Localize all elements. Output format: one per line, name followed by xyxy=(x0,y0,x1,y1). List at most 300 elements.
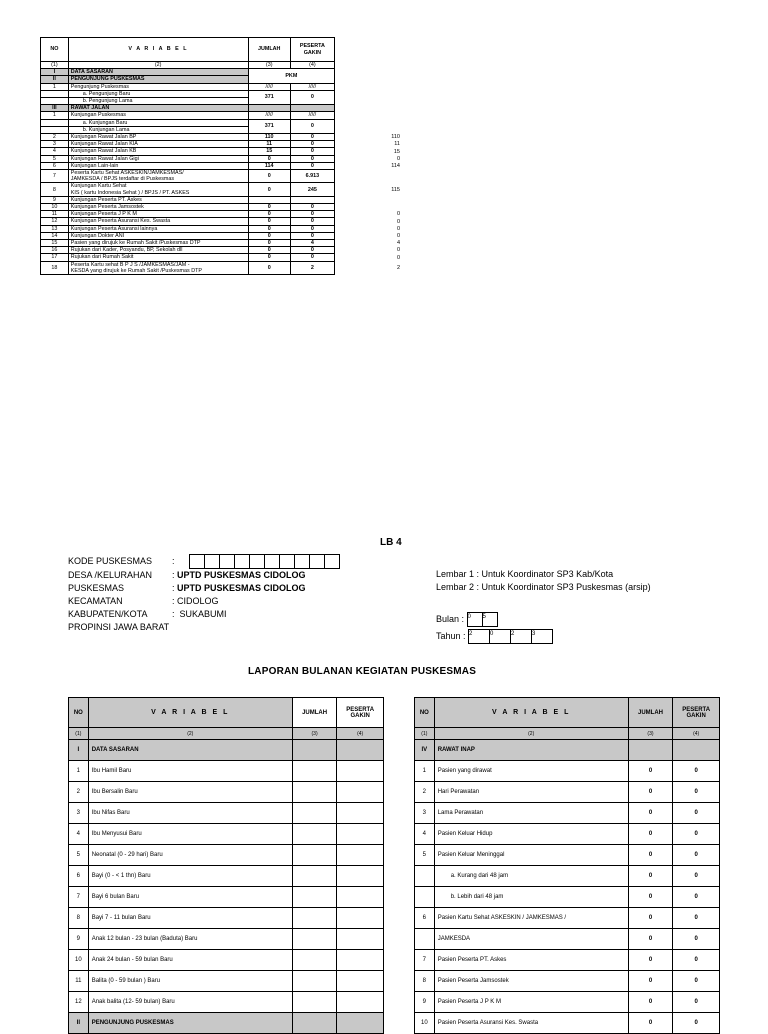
cell-peserta: 0 xyxy=(673,1013,720,1034)
table-row xyxy=(41,183,335,196)
table-row xyxy=(41,119,335,126)
table-row xyxy=(69,992,384,1013)
cell-jumlah: 0 xyxy=(248,155,290,162)
row-label: Anak 24 bulan - 59 bulan Baru xyxy=(88,950,292,971)
side-value: 0 xyxy=(396,211,400,218)
cell-peserta xyxy=(337,992,384,1013)
lembar-block xyxy=(436,568,651,594)
row-label xyxy=(68,218,248,225)
propinsi-row: PROPINSI JAWA BARAT xyxy=(68,622,170,632)
row-label xyxy=(68,98,248,105)
row-label xyxy=(68,126,248,133)
row-label: Ibu Nifas Baru xyxy=(88,803,292,824)
row-label: Bayi (0 - < 1 thn) Baru xyxy=(88,866,292,887)
cell-jumlah: 15 xyxy=(248,148,290,155)
row-no: 7 xyxy=(41,170,69,183)
cell-peserta: 6.913 xyxy=(290,170,334,183)
table-row xyxy=(415,803,720,824)
row-no: 2 xyxy=(415,782,435,803)
row-label: Anak 12 bulan - 23 bulan (Baduta) Baru xyxy=(88,929,292,950)
cell-peserta: 0 xyxy=(290,90,334,104)
table-row xyxy=(69,950,384,971)
row-no: 5 xyxy=(41,155,69,162)
cell-peserta: 0 xyxy=(290,141,334,148)
cell-jumlah: 114 xyxy=(248,162,290,169)
cell-peserta xyxy=(337,950,384,971)
cell-jumlah xyxy=(628,740,673,761)
row-label xyxy=(68,105,248,112)
cell-peserta: 0 xyxy=(673,782,720,803)
row-label-text-2: JAMKESDA / BPJS terdaftar di Puskesmas xyxy=(70,176,175,183)
side-value: 0 xyxy=(396,232,400,239)
table-row xyxy=(69,1013,384,1034)
row-label: Pasien Keluar Meninggal xyxy=(434,845,628,866)
row-no xyxy=(415,866,435,887)
row-label: Lama Perawatan xyxy=(434,803,628,824)
cell-peserta xyxy=(337,845,384,866)
row-label: JAMKESDA xyxy=(434,929,628,950)
table-row xyxy=(41,105,335,112)
left-report-table xyxy=(68,697,384,1034)
table-row xyxy=(415,992,720,1013)
row-no: 4 xyxy=(41,148,69,155)
side-value: 0 xyxy=(396,155,400,162)
colnum: (2) xyxy=(88,728,292,740)
row-label-text: Kunjungan Peserta Asuransi lainnya xyxy=(70,225,158,232)
colnum: (3) xyxy=(628,728,673,740)
row-label xyxy=(68,196,248,203)
side-value: 11 xyxy=(394,141,400,148)
cell-peserta xyxy=(290,105,334,112)
table-row xyxy=(415,1013,720,1034)
row-no: 10 xyxy=(415,1013,435,1034)
row-no: 2 xyxy=(69,782,89,803)
table-row xyxy=(69,845,384,866)
row-label xyxy=(68,90,248,97)
table-row xyxy=(41,247,335,254)
row-label-text: Kunjungan Kartu Sehat xyxy=(70,183,127,190)
cell-jumlah: 0 xyxy=(248,218,290,225)
right-report-table xyxy=(414,697,720,1034)
side-value: 0 xyxy=(396,254,400,261)
row-no xyxy=(41,126,69,133)
cell-peserta: 0 xyxy=(290,204,334,211)
cell-jumlah xyxy=(292,908,337,929)
table-row xyxy=(415,761,720,782)
cell-jumlah: 0 xyxy=(628,929,673,950)
cell-jumlah: 0 xyxy=(628,761,673,782)
row-label xyxy=(68,134,248,141)
table-row xyxy=(41,225,335,232)
col-no: NO xyxy=(41,38,69,62)
row-no xyxy=(41,119,69,126)
cell-jumlah: 0 xyxy=(628,950,673,971)
bulan-row: Bulan : 0 5 xyxy=(436,612,552,627)
side-value: 110 xyxy=(391,134,400,141)
cell-peserta: 0 xyxy=(673,950,720,971)
row-no: II xyxy=(41,76,69,83)
row-label: DATA SASARAN xyxy=(88,740,292,761)
row-label-text-2: KESDA yang dirujuk ke Rumah Sakit /Puskesmas DTP xyxy=(70,267,202,274)
cell-jumlah: 0 xyxy=(628,845,673,866)
cell-peserta xyxy=(337,908,384,929)
row-label-text: Kunjungan Rawat Jalan KIA xyxy=(70,141,138,148)
cell-jumlah xyxy=(292,845,337,866)
cell-jumlah xyxy=(248,105,290,112)
cell-peserta xyxy=(337,803,384,824)
cell-peserta: 0 xyxy=(290,162,334,169)
cell-peserta xyxy=(337,761,384,782)
row-no: 16 xyxy=(41,247,69,254)
row-label-text: Kunjungan Peserta PT. Askes xyxy=(70,196,142,203)
side-value: 4 xyxy=(396,240,400,247)
table-row xyxy=(69,803,384,824)
row-no: 8 xyxy=(415,971,435,992)
table-row xyxy=(69,782,384,803)
cell-jumlah: 371 xyxy=(248,119,290,133)
table-row xyxy=(415,929,720,950)
row-label xyxy=(68,240,248,247)
cell-peserta: 0 xyxy=(290,148,334,155)
top-report-table xyxy=(40,37,335,275)
row-no: 5 xyxy=(69,845,89,866)
row-label xyxy=(68,254,248,261)
row-label-text: Rujukan dari Rumah Sakit xyxy=(70,254,134,261)
row-label xyxy=(68,69,248,76)
cell-jumlah: 0 xyxy=(248,183,290,196)
row-label-text: PENGUNJUNG PUSKESMAS xyxy=(70,76,145,83)
cell-peserta: 0 xyxy=(290,119,334,133)
side-value: 15 xyxy=(393,148,400,155)
cell-jumlah: 371 xyxy=(248,90,290,104)
cell-peserta: 0 xyxy=(290,218,334,225)
cell-peserta: 4 xyxy=(290,240,334,247)
colnum: (4) xyxy=(290,62,334,69)
side-value: 0 xyxy=(396,218,400,225)
cell-peserta: 0 xyxy=(290,134,334,141)
col-jumlah: JUMLAH xyxy=(248,38,290,62)
table-row xyxy=(415,866,720,887)
tahun-row: Tahun : 2 0 2 3 xyxy=(436,629,552,644)
lembar-1: Lembar 1 : Untuk Koordinator SP3 Kab/Kota xyxy=(436,569,614,579)
row-label xyxy=(68,162,248,169)
row-label: Ibu Hamil Baru xyxy=(88,761,292,782)
row-label xyxy=(68,247,248,254)
row-no: 15 xyxy=(41,240,69,247)
row-label-text: Pasien yang dirujuk ke Rumah Sakit /Puskesmas DTP xyxy=(70,240,201,247)
row-label-text: Kunjungan Dokter ANI xyxy=(70,232,125,239)
cell-jumlah: 0 xyxy=(248,225,290,232)
row-label-text: b. Kunjungan Lama xyxy=(82,126,130,133)
row-label-text: a. Kunjungan Baru xyxy=(82,119,128,126)
side-value: 0 xyxy=(396,247,400,254)
row-no: 2 xyxy=(41,134,69,141)
table-row xyxy=(415,740,720,761)
row-label-text: DATA SASARAN xyxy=(70,69,113,76)
row-no: 1 xyxy=(41,112,69,119)
table-row xyxy=(415,782,720,803)
cell-peserta: 0 xyxy=(290,254,334,261)
table-row xyxy=(41,232,335,239)
row-no: 5 xyxy=(415,845,435,866)
row-label: RAWAT INAP xyxy=(434,740,628,761)
row-label xyxy=(68,170,248,183)
row-no: 7 xyxy=(415,950,435,971)
cell-peserta xyxy=(337,887,384,908)
cell-peserta: 0 xyxy=(673,803,720,824)
col-peserta: PESERTA GAKIN xyxy=(673,698,720,728)
row-label xyxy=(68,204,248,211)
row-no: 14 xyxy=(41,232,69,239)
col-jumlah: JUMLAH xyxy=(292,698,337,728)
cell-jumlah xyxy=(292,1013,337,1034)
table-row xyxy=(41,112,335,119)
table-row xyxy=(41,204,335,211)
table-row xyxy=(415,824,720,845)
cell-jumlah xyxy=(292,950,337,971)
row-no: 10 xyxy=(41,204,69,211)
row-no: 6 xyxy=(415,908,435,929)
row-no: 12 xyxy=(41,218,69,225)
row-label xyxy=(68,76,248,83)
row-no: 6 xyxy=(41,162,69,169)
row-label-text: Kunjungan Puskesmas xyxy=(70,112,126,119)
row-no: 13 xyxy=(41,225,69,232)
row-no: 6 xyxy=(69,866,89,887)
row-label-text: Kunjungan Rawat Jalan Gigi xyxy=(70,155,139,162)
cell-peserta: 0 xyxy=(290,211,334,218)
row-label xyxy=(68,183,248,196)
row-label-text: Peserta Kartu Sehat ASKESKIN/JAMKESMAS/ xyxy=(70,170,184,177)
form-code: LB 4 xyxy=(380,537,402,548)
row-no: 4 xyxy=(69,824,89,845)
row-label xyxy=(68,225,248,232)
col-no: NO xyxy=(415,698,435,728)
cell-jumlah xyxy=(248,196,290,203)
row-label: Pasien Keluar Hidup xyxy=(434,824,628,845)
row-label-text: RAWAT JALAN xyxy=(70,105,110,112)
cell-jumlah: 11 xyxy=(248,141,290,148)
table-row xyxy=(69,929,384,950)
cell-peserta: 0 xyxy=(673,992,720,1013)
cell-jumlah: 0 xyxy=(628,782,673,803)
cell-jumlah: 0 xyxy=(628,887,673,908)
col-peserta: PESERTA GAKIN xyxy=(290,38,334,62)
colnum: (3) xyxy=(248,62,290,69)
table-row xyxy=(41,155,335,162)
side-value: 0 xyxy=(396,225,400,232)
cell-jumlah: 0 xyxy=(628,992,673,1013)
row-label-text: Kunjungan Peserta Jamsostek xyxy=(70,204,144,211)
table-row xyxy=(41,134,335,141)
cell-peserta: ///// xyxy=(290,83,334,90)
table-row xyxy=(41,240,335,247)
pkm-label: PKM xyxy=(248,69,334,83)
row-label: Pasien Kartu Sehat ASKESKIN / JAMKESMAS / xyxy=(434,908,628,929)
row-no: 3 xyxy=(415,803,435,824)
cell-jumlah: ///// xyxy=(248,83,290,90)
row-label: Hari Perawatan xyxy=(434,782,628,803)
table-row xyxy=(41,196,335,203)
cell-peserta: 0 xyxy=(673,929,720,950)
row-label xyxy=(68,112,248,119)
kecamatan-row: KECAMATAN : CIDOLOG xyxy=(68,596,219,606)
row-label: Pasien Peserta J P K M xyxy=(434,992,628,1013)
row-no xyxy=(415,929,435,950)
row-no: 9 xyxy=(415,992,435,1013)
table-row xyxy=(415,971,720,992)
cell-jumlah xyxy=(292,929,337,950)
row-no xyxy=(415,887,435,908)
row-label: a. Kurang dari 48 jam xyxy=(434,866,628,887)
cell-jumlah: 0 xyxy=(248,170,290,183)
cell-jumlah: 0 xyxy=(248,254,290,261)
cell-peserta: ///// xyxy=(290,112,334,119)
table-row xyxy=(41,218,335,225)
kode-row: KODE PUSKESMAS : xyxy=(68,554,339,569)
table-row xyxy=(41,69,335,76)
cell-jumlah xyxy=(292,824,337,845)
table-row xyxy=(415,887,720,908)
cell-peserta xyxy=(337,740,384,761)
cell-jumlah xyxy=(292,992,337,1013)
cell-peserta xyxy=(673,740,720,761)
row-no: 18 xyxy=(41,261,69,274)
desa-row: DESA /KELURAHAN : UPTD PUSKESMAS CIDOLOG xyxy=(68,570,306,580)
row-label-text: a. Pengunjung Baru xyxy=(82,90,131,97)
cell-jumlah: 0 xyxy=(628,908,673,929)
row-no: 7 xyxy=(69,887,89,908)
cell-jumlah xyxy=(292,740,337,761)
row-label: Bayi 7 - 11 bulan Baru xyxy=(88,908,292,929)
table-row xyxy=(415,950,720,971)
row-no: 11 xyxy=(41,211,69,218)
row-label: Pasien Peserta Asuransi Kes. Swasta xyxy=(434,1013,628,1034)
cell-jumlah: 0 xyxy=(248,261,290,274)
table-row xyxy=(41,170,335,183)
cell-peserta xyxy=(337,929,384,950)
table-row xyxy=(41,148,335,155)
table-row xyxy=(415,845,720,866)
row-no: II xyxy=(69,1013,89,1034)
row-label-text: Kunjungan Lain-lain xyxy=(70,162,119,169)
row-label: Balita (0 - 59 bulan ) Baru xyxy=(88,971,292,992)
cell-peserta: 0 xyxy=(290,232,334,239)
row-no: 1 xyxy=(415,761,435,782)
cell-peserta: 0 xyxy=(673,845,720,866)
report-title: LAPORAN BULANAN KEGIATAN PUSKESMAS xyxy=(248,666,477,677)
row-label: Anak balita (12- 59 bulan) Baru xyxy=(88,992,292,1013)
row-label xyxy=(68,148,248,155)
cell-peserta: 0 xyxy=(290,247,334,254)
colnum: (4) xyxy=(673,728,720,740)
colnum: (1) xyxy=(41,62,69,69)
col-peserta: PESERTA GAKIN xyxy=(337,698,384,728)
col-variabel: V A R I A B E L xyxy=(88,698,292,728)
table-row xyxy=(69,761,384,782)
cell-jumlah: 0 xyxy=(248,247,290,254)
row-label xyxy=(68,232,248,239)
row-label-text: Pengunjung Puskesmas xyxy=(70,83,129,90)
row-no: 8 xyxy=(41,183,69,196)
cell-peserta: 0 xyxy=(673,824,720,845)
cell-peserta xyxy=(337,824,384,845)
side-value: 115 xyxy=(391,186,400,193)
table-row xyxy=(41,261,335,274)
row-no: 9 xyxy=(69,929,89,950)
row-label: Pasien yang dirawat xyxy=(434,761,628,782)
side-value: 114 xyxy=(391,162,400,169)
row-no xyxy=(41,98,69,105)
row-label-text: b. Pengunjung Lama xyxy=(82,98,133,105)
row-label xyxy=(68,141,248,148)
row-no: 1 xyxy=(69,761,89,782)
row-no: 9 xyxy=(41,196,69,203)
cell-peserta: 0 xyxy=(290,155,334,162)
cell-jumlah: 0 xyxy=(628,971,673,992)
colnum: (4) xyxy=(337,728,384,740)
row-label-text: Rujukan dari Kader, Posyandu, BP, Sekolah dll xyxy=(70,247,183,254)
col-jumlah: JUMLAH xyxy=(628,698,673,728)
cell-jumlah xyxy=(292,782,337,803)
table-row xyxy=(41,211,335,218)
row-no: I xyxy=(41,69,69,76)
cell-jumlah xyxy=(292,803,337,824)
cell-jumlah xyxy=(292,866,337,887)
cell-peserta: 2 xyxy=(290,261,334,274)
row-no: 12 xyxy=(69,992,89,1013)
row-no xyxy=(41,90,69,97)
row-label: Neonatal (0 - 29 hari) Baru xyxy=(88,845,292,866)
col-variabel: V A R I A B E L xyxy=(68,38,248,62)
table-row xyxy=(69,971,384,992)
puskesmas-row: PUSKESMAS : UPTD PUSKESMAS CIDOLOG xyxy=(68,583,306,593)
cell-jumlah: 0 xyxy=(628,1013,673,1034)
cell-jumlah xyxy=(292,887,337,908)
colnum: (2) xyxy=(434,728,628,740)
row-label-text: Kunjungan Peserta Asuransi Kes. Swasta xyxy=(70,218,171,225)
table-row xyxy=(69,866,384,887)
cell-peserta: 0 xyxy=(290,225,334,232)
cell-peserta: 0 xyxy=(673,761,720,782)
cell-peserta xyxy=(337,866,384,887)
colnum: (2) xyxy=(68,62,248,69)
row-label-text: Kunjungan Rawat Jalan KB xyxy=(70,148,137,155)
table-row xyxy=(41,162,335,169)
cell-jumlah: 0 xyxy=(628,866,673,887)
lembar-2: Lembar 2 : Untuk Koordinator SP3 Puskesmas (arsip) xyxy=(436,582,651,592)
row-label-text: Kunjungan Peserta J P K M xyxy=(70,211,137,218)
row-label: Ibu Bersalin Baru xyxy=(88,782,292,803)
cell-jumlah xyxy=(292,761,337,782)
row-label xyxy=(68,261,248,274)
identity-block xyxy=(68,554,339,634)
row-label xyxy=(68,155,248,162)
row-no: 10 xyxy=(69,950,89,971)
table-row xyxy=(41,141,335,148)
table-row xyxy=(415,908,720,929)
row-no: 11 xyxy=(69,971,89,992)
cell-jumlah: 0 xyxy=(248,211,290,218)
cell-peserta xyxy=(337,971,384,992)
row-no: IV xyxy=(415,740,435,761)
colnum: (1) xyxy=(69,728,89,740)
kabupaten-row: KABUPATEN/KOTA : SUKABUMI xyxy=(68,609,227,619)
cell-jumlah xyxy=(292,971,337,992)
col-variabel: V A R I A B E L xyxy=(434,698,628,728)
row-label: Pasien Peserta Jamsostek xyxy=(434,971,628,992)
side-value: 2 xyxy=(396,264,400,271)
